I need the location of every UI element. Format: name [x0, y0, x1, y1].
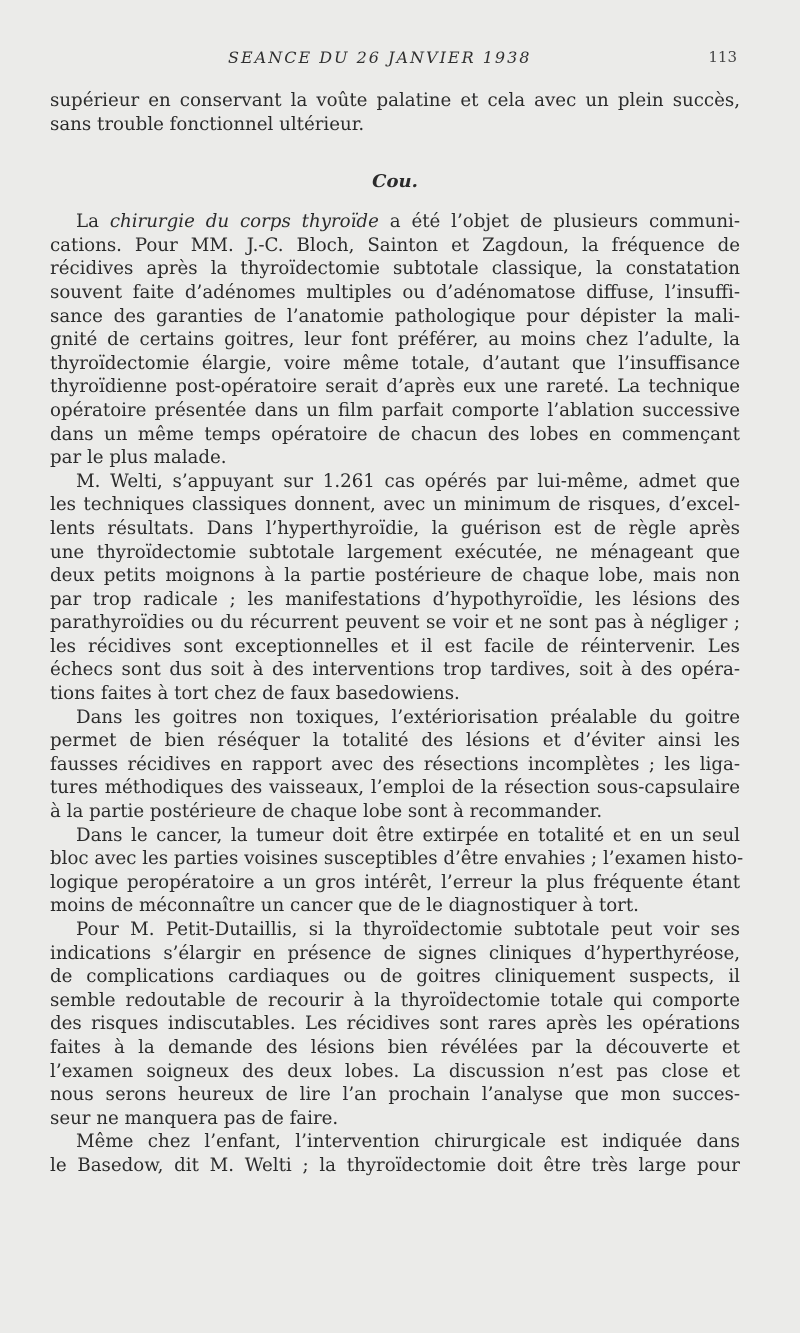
lead-prefix: La [76, 211, 110, 233]
text-line: Même chez l’enfant, l’intervention chirurgicale est indiquée dans [76, 1131, 740, 1153]
text-line: des risques indiscutables. Les récidives sont rares après les opérations [50, 1013, 740, 1035]
text-line: opératoire présentée dans un film parfait comporte l’ablation successive [50, 399, 740, 421]
paragraph-non-toxic-goitres [50, 706, 740, 824]
text-line: supérieur en conservant la voûte palatine et cela avec un plein succès, [50, 90, 740, 111]
spacer [50, 136, 740, 158]
text-line: tions faites à tort chez de faux basedowiens. [50, 683, 460, 705]
text-line: thyroïdectomie élargie, voire même totale, d’autant que l’insuffisance [50, 352, 740, 374]
text-line: par le plus malade. [50, 447, 227, 469]
paragraph-child-basedow [50, 1130, 740, 1177]
lead-suffix: a été l’objet de plusieurs communi- [378, 211, 740, 233]
text-line: le Basedow, dit M. Welti ; la thyroïdectomie doit être très large pour [50, 1154, 740, 1176]
text-line: moins de méconnaître un cancer que de le diagnostiquer à tort. [50, 895, 639, 917]
paragraph-petit-dutaillis [50, 918, 740, 1130]
text-line: semble redoutable de recourir à la thyroïdectomie totale qui comporte [50, 989, 740, 1011]
paragraph-thyroid-surgery [50, 210, 740, 470]
text-line: à la partie postérieure de chaque lobe sont à recommander. [50, 801, 603, 823]
page-number: 113 [708, 48, 737, 66]
text-line: dans un même temps opératoire de chacun des lobes en commençant [50, 423, 740, 445]
text-line: faites à la demande des lésions bien révélées par la découverte et [50, 1036, 740, 1058]
text-line: nous serons heureux de lire l’an prochain l’analyse que mon succes- [50, 1084, 740, 1106]
text-line: cations. Pour MM. J.-C. Bloch, Sainton et Zagdoun, la fréquence de [50, 234, 740, 256]
running-head [50, 48, 740, 72]
text-line: l’examen soigneux des deux lobes. La discussion n’est pas close et [50, 1060, 740, 1082]
lead-italic: chirurgie du corps thyroïde [109, 211, 379, 233]
text-line [50, 210, 740, 234]
text-line: parathyroïdies ou du récurrent peuvent se voir et ne sont pas à négliger ; [50, 612, 740, 634]
text-line: sans trouble fonctionnel ultérieur. [50, 113, 365, 135]
text-line: bloc avec les parties voisines susceptibles d’être envahies ; l’examen histo- [50, 848, 744, 870]
text-line: Pour M. Petit-Dutaillis, si la thyroïdectomie subtotale peut voir ses [76, 919, 740, 940]
paragraph-continuation [50, 89, 740, 136]
paragraph-welti [50, 470, 740, 706]
text-line: échecs sont dus soit à des interventions trop tardives, soit à des opéra- [50, 659, 740, 681]
body-text [50, 89, 744, 1178]
paragraph-cancer [50, 824, 744, 918]
text-line: lents résultats. Dans l’hyperthyroïdie, la guérison est de règle après [50, 517, 740, 539]
text-line: indications s’élargir en présence de signes cliniques d’hyperthyréose, [50, 942, 740, 964]
text-line: deux petits moignons à la partie postérieure de chaque lobe, mais non [50, 565, 740, 587]
text-line: thyroïdienne post-opératoire serait d’après eux une rareté. La technique [50, 376, 740, 398]
text-line: sance des garanties de l’anatomie pathologique pour dépister la mali- [50, 305, 740, 327]
text-line: seur ne manquera pas de faire. [50, 1107, 339, 1129]
text-line: les récidives sont exceptionnelles et il est facile de réintervenir. Les [50, 635, 740, 657]
text-line: Dans le cancer, la tumeur doit être extirpée en totalité et en un seul [76, 824, 740, 846]
text-line: une thyroïdectomie subtotale largement exécutée, ne ménageant que [50, 541, 740, 563]
section-heading: Cou. [372, 171, 418, 193]
text-line: les techniques classiques donnent, avec un minimum de risques, d’excel- [50, 494, 740, 516]
text-line: permet de bien réséquer la totalité des lésions et d’éviter ainsi les [50, 730, 740, 752]
text-line: fausses récidives en rapport avec des résections incomplètes ; les liga- [50, 753, 740, 775]
text-line: par trop radicale ; les manifestations d’hypothyroïdie, les lésions des [50, 588, 740, 610]
text-line: de complications cardiaques ou de goitres cliniquement suspects, il [50, 966, 740, 988]
text-line: Dans les goitres non toxiques, l’extériorisation préalable du goitre [76, 706, 740, 728]
running-title: SEANCE DU 26 JANVIER 1938 [228, 48, 532, 67]
text-line: logique peropératoire a un gros intérêt, l’erreur la plus fréquente étant [50, 871, 740, 893]
text-line: récidives après la thyroïdectomie subtotale classique, la constatation [50, 258, 740, 280]
text-line: souvent faite d’adénomes multiples ou d’adénomatose diffuse, l’insuffi- [50, 281, 740, 303]
text-line: M. Welti, s’appuyant sur 1.261 cas opérés par lui-même, admet que [76, 470, 740, 492]
text-line: tures méthodiques des vaisseaux, l’emploi de la résection sous-capsulaire [50, 777, 740, 799]
text-line: gnité de certains goitres, leur font préférer, au moins chez l’adulte, la [50, 329, 740, 351]
